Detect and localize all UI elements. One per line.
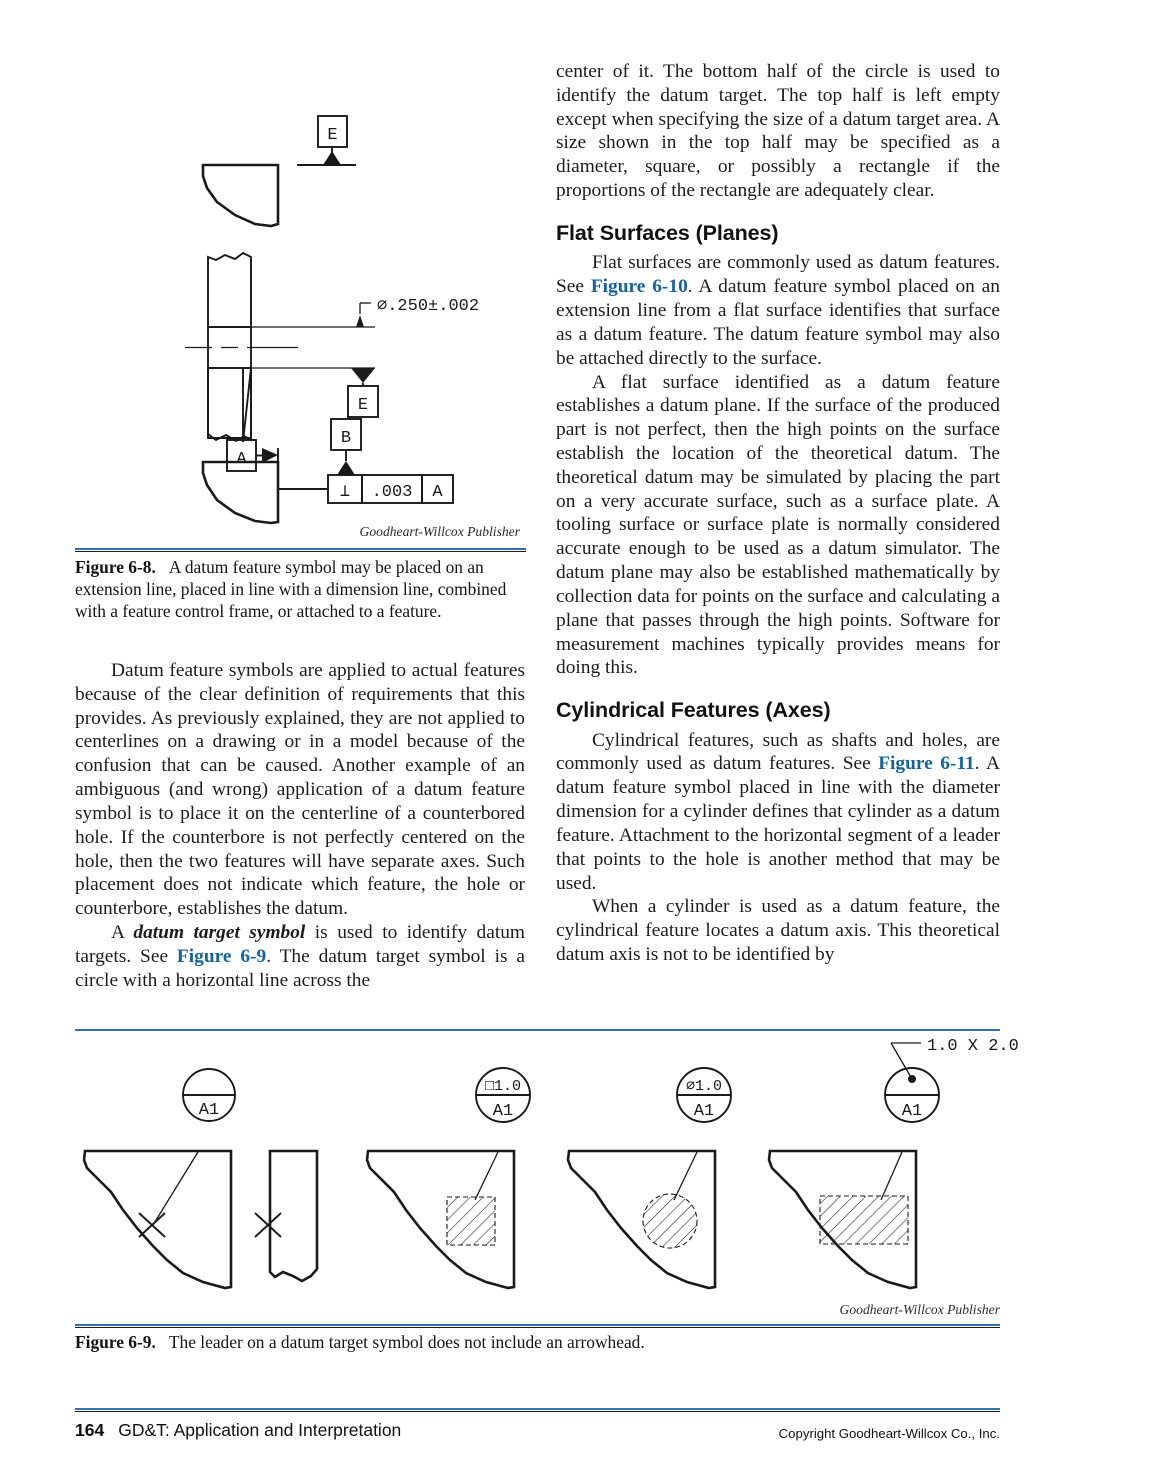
target-area-circle bbox=[643, 1194, 697, 1248]
target-point-x-mark-side bbox=[255, 1213, 281, 1237]
datum-target-size-2: □1.0 bbox=[484, 1078, 522, 1095]
left-para-2-post: . The datum target symbol is a circle with a horizontal line across the bbox=[75, 945, 525, 991]
figure-6-9-caption-text: The leader on a datum target symbol does not include an arrowhead. bbox=[168, 1332, 645, 1352]
left-para-2-pre: A bbox=[111, 922, 134, 944]
left-para-2-mid: is used to identify datum targets. See bbox=[75, 922, 526, 967]
figure-6-8-caption-text: A datum feature symbol may be placed on an extension line, placed in line with a dimension line, combined with a feature control frame, or attached to a feature. bbox=[75, 557, 507, 622]
datum-letter-a-left: A bbox=[236, 450, 247, 469]
datum-symbol-feature-control-frame bbox=[203, 419, 453, 523]
datum-target-label-2: A1 bbox=[492, 1102, 514, 1121]
datum-target-rectangular-area-example bbox=[769, 1037, 1019, 1288]
footer-left bbox=[75, 1420, 401, 1441]
datum-target-circular-area-example bbox=[568, 1068, 731, 1288]
figure-6-8-credit bbox=[180, 524, 520, 540]
footer-rule-dark bbox=[75, 1411, 1000, 1412]
credit-text-2: Goodheart-Willcox Publisher bbox=[839, 1302, 1000, 1317]
datum-target-label-1: A1 bbox=[198, 1101, 220, 1120]
right-para-4-post: . A datum feature symbol placed in line with the diameter dimension for a cylinder defines that cylinder as a datum feature. Attachment to the horizontal segment of a leader that points to the hole is another method that may be used. bbox=[556, 753, 1000, 894]
target-point-x-mark bbox=[139, 1213, 165, 1237]
fcf-tolerance-value: .003 bbox=[371, 483, 413, 502]
figure-6-8-caption bbox=[75, 556, 530, 622]
target-area-square bbox=[447, 1197, 495, 1245]
figure-6-9-reference[interactable]: Figure 6-9 bbox=[176, 945, 267, 967]
right-para-4 bbox=[556, 729, 1000, 896]
left-para-1: Datum feature symbols are applied to actual features because of the clear definition of requirements that this provides. As previously explained, they are not applied to centerlines on a drawing or in a model because of the confusion that can be caused. Another example of an ambiguous (and wrong) application of a datum feature symbol is to place it on the centerline of a counterbored hole. If the counterbore is not perfectly centered on the hole, then the two features will have separate axes. Such placement does not indicate which feature, the hole or counterbore, establishes the datum. bbox=[75, 660, 525, 920]
footer-copyright bbox=[600, 1426, 1000, 1441]
right-para-5: When a cylinder is used as a datum feature, the cylindrical feature locates a datum axis. This theoretical datum axis is not to be identified by bbox=[556, 896, 1000, 966]
datum-symbol-dimension-line bbox=[185, 253, 479, 442]
datum-letter-e-bottom: E bbox=[357, 396, 369, 415]
diameter-dimension-text: ⌀.250±.002 bbox=[377, 297, 480, 316]
figure-6-8-rule-dark bbox=[75, 551, 526, 552]
perpendicularity-symbol: ⊥ bbox=[339, 483, 351, 502]
right-para-4-pre: Cylindrical features, such as shafts and holes, are commonly used as datum features. See bbox=[556, 729, 1000, 775]
datum-letter-b-top: B bbox=[340, 429, 352, 448]
figure-6-9-caption bbox=[75, 1331, 1000, 1353]
fcf-datum-reference: A bbox=[432, 483, 443, 502]
datum-target-size-3: ⌀1.0 bbox=[685, 1078, 723, 1095]
left-para-2 bbox=[75, 921, 525, 992]
page-number: 164 bbox=[75, 1420, 105, 1440]
datum-target-point-example bbox=[84, 1069, 317, 1288]
figure-6-9-rule-dark bbox=[75, 1327, 1000, 1328]
datum-target-label-4: A1 bbox=[901, 1102, 923, 1121]
left-column-text bbox=[75, 659, 525, 993]
datum-target-square-area-example bbox=[367, 1068, 530, 1288]
datum-letter-e-top: E bbox=[327, 126, 338, 145]
target-area-rectangle bbox=[820, 1196, 908, 1244]
credit-text: Goodheart-Willcox Publisher bbox=[359, 524, 520, 539]
figure-6-8-drawing bbox=[75, 52, 525, 522]
datum-target-size-note-4: 1.0 X 2.0 bbox=[927, 1037, 1019, 1056]
figure-6-8-rule-blue bbox=[75, 548, 526, 550]
book-title: GD&T: Application and Interpretation bbox=[118, 1420, 402, 1440]
right-para-2-post: . A datum feature symbol placed on an extension line from a flat surface identifies that surface as a datum feature. The datum feature symbol may also be attached directly to the surface. bbox=[556, 276, 1000, 369]
right-para-2-pre: Flat surfaces are commonly used as datum features. See bbox=[556, 252, 1000, 298]
figure-6-8-caption-label: Figure 6-8. bbox=[75, 557, 156, 577]
heading-cylindrical-features: Cylindrical Features (Axes) bbox=[556, 698, 831, 723]
datum-target-label-3: A1 bbox=[693, 1102, 715, 1121]
figure-6-10-reference[interactable]: Figure 6-10 bbox=[590, 276, 688, 298]
figure-6-9-drawing bbox=[75, 1032, 1019, 1287]
figure-6-9-caption-label: Figure 6-9. bbox=[75, 1332, 156, 1352]
figure-6-9-rule-blue bbox=[75, 1324, 1000, 1326]
figure-6-9-top-rule bbox=[75, 1029, 1000, 1031]
datum-target-symbol-term: datum target symbol bbox=[133, 922, 306, 944]
footer-rule-blue bbox=[75, 1408, 1000, 1410]
datum-symbol-extension-line bbox=[203, 116, 356, 226]
right-para-3: A flat surface identified as a datum feature establishes a datum plane. If the surface of the produced part is not perfect, then the high points on the surface establish the location of the theoretical datum. The theoretical datum may be simulated by placing the part on a very accurate surface, such as a surface plate. A tooling surface or surface plate is normally considered accurate enough to be used as a datum simulator. The datum plane may also be established mathematically by collection data for points on the surface and calculating a plane that passes through the high points. Software for measurement machines typically provides means for doing this. bbox=[556, 371, 1000, 679]
right-para-1: center of it. The bottom half of the circle is used to identify the datum target. The top half is left empty except when specifying the size of a datum target area. A size shown in the top half may be specified as a diameter, square, or possibly a rectangle if the proportions of the rectangle are adequately clear. bbox=[556, 61, 1000, 202]
figure-6-11-reference[interactable]: Figure 6-11 bbox=[878, 753, 975, 775]
right-column-text bbox=[556, 60, 1000, 967]
figure-6-9-credit bbox=[660, 1302, 1000, 1318]
heading-flat-surfaces: Flat Surfaces (Planes) bbox=[556, 220, 779, 245]
right-para-2 bbox=[556, 251, 1000, 370]
copyright-text: Copyright Goodheart-Willcox Co., Inc. bbox=[778, 1426, 1000, 1441]
